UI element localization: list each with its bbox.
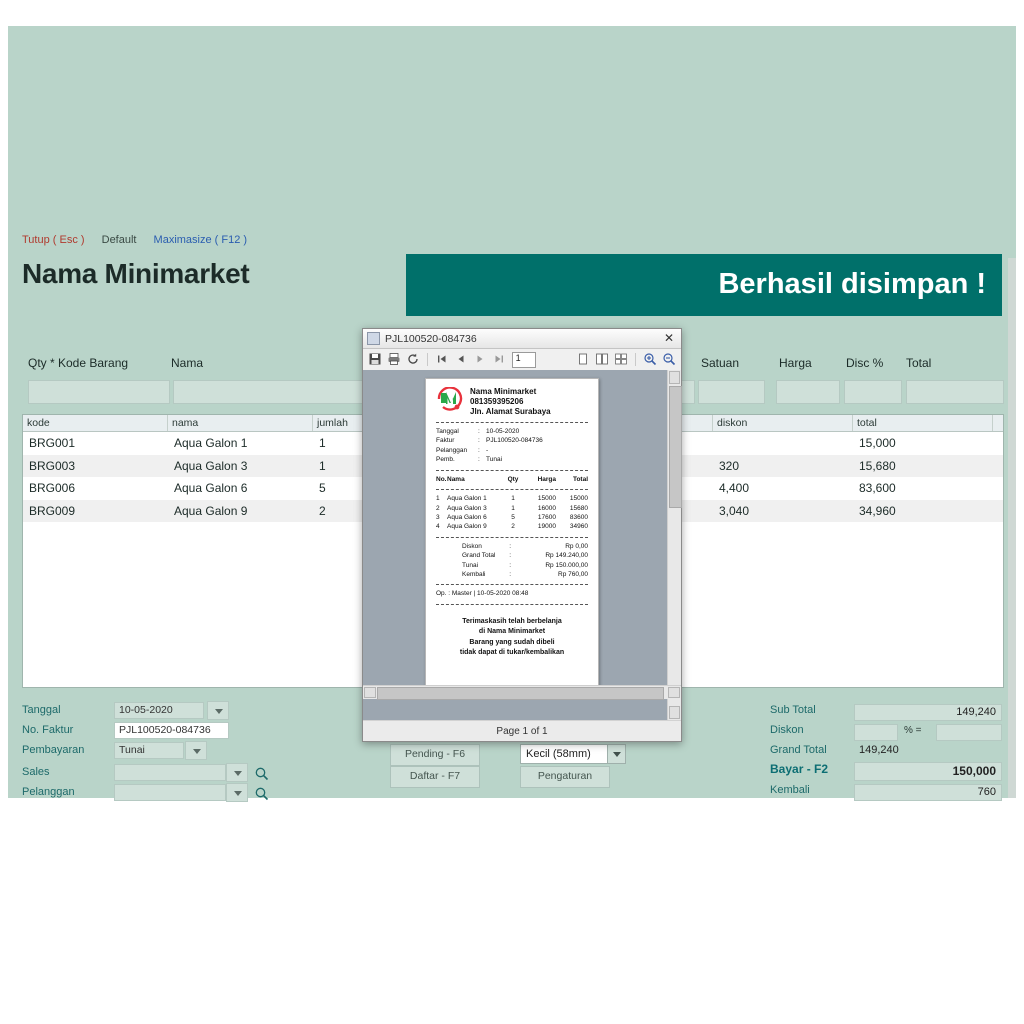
faktur-input[interactable]: PJL100520-084736 bbox=[114, 722, 229, 739]
info-value: 10-05-2020 bbox=[486, 428, 520, 435]
scroll-thumb-horizontal[interactable] bbox=[377, 687, 664, 700]
item-nama: Aqua Galon 3 bbox=[447, 504, 487, 512]
receipt-total-row: Grand Total : Rp 149.240,00 bbox=[462, 552, 588, 560]
receipt-info-row: Faktur : PJL100520-084736 bbox=[436, 437, 543, 445]
pelanggan-label: Pelanggan bbox=[22, 786, 75, 798]
total-input[interactable] bbox=[906, 380, 1004, 404]
grid-col-total: total bbox=[853, 415, 993, 431]
cell-jumlah: 1 bbox=[319, 458, 326, 473]
header-disc: Disc % bbox=[846, 356, 884, 370]
header-satuan: Satuan bbox=[701, 356, 740, 370]
printer-size-value: Kecil (58mm) bbox=[526, 748, 591, 760]
header-nama: Nama bbox=[171, 356, 204, 370]
daftar-button[interactable]: Daftar - F7 bbox=[390, 766, 480, 788]
pembayaran-label: Pembayaran bbox=[22, 744, 85, 756]
info-key: Pemb. bbox=[436, 456, 455, 464]
scroll-up-icon[interactable] bbox=[669, 371, 680, 384]
cell-kode: BRG003 bbox=[29, 458, 76, 473]
cell-kode: BRG006 bbox=[29, 481, 76, 496]
diskon-amount-value bbox=[936, 724, 1002, 741]
receipt-header bbox=[436, 387, 588, 417]
window-top-blank-area bbox=[8, 26, 1016, 226]
success-banner bbox=[406, 254, 1002, 316]
cell-nama: Aqua Galon 3 bbox=[174, 458, 248, 473]
item-no: 4 bbox=[436, 523, 440, 531]
item-nama: Aqua Galon 1 bbox=[447, 495, 487, 503]
row-kembali bbox=[770, 784, 1010, 804]
pengaturan-button[interactable]: Pengaturan bbox=[520, 766, 610, 788]
receipt-total-row: Kembali : Rp 760,00 bbox=[462, 571, 588, 579]
kode-barang-input[interactable] bbox=[28, 380, 170, 404]
receipt-total-row: Tunai : Rp 150.000,00 bbox=[462, 561, 588, 569]
col-total: Total bbox=[572, 475, 588, 483]
item-no: 3 bbox=[436, 513, 440, 521]
receipt-info-row: Pemb. : Tunai bbox=[436, 456, 503, 464]
row-sub-total bbox=[770, 704, 1010, 724]
item-harga: 17600 bbox=[537, 513, 556, 521]
pending-button[interactable]: Pending - F6 bbox=[390, 744, 480, 766]
kembali-label: Kembali bbox=[770, 784, 810, 796]
sales-input[interactable] bbox=[114, 764, 226, 781]
dialog-status-bar bbox=[363, 720, 681, 741]
item-qty: 5 bbox=[511, 513, 515, 521]
grid-col-kode: kode bbox=[23, 415, 168, 431]
cell-nama: Aqua Galon 1 bbox=[174, 436, 248, 451]
item-nama: Aqua Galon 6 bbox=[447, 513, 487, 521]
bayar-label: Bayar - F2 bbox=[770, 762, 829, 776]
total-value: Rp 760,00 bbox=[558, 571, 588, 579]
window-toolbar-links bbox=[22, 234, 261, 246]
scroll-thumb-vertical[interactable] bbox=[669, 386, 682, 508]
pelanggan-dropdown-arrow[interactable] bbox=[226, 783, 248, 802]
store-name: Nama Minimarket bbox=[470, 387, 537, 396]
close-icon[interactable]: ✕ bbox=[663, 331, 675, 345]
cell-jumlah: 5 bbox=[319, 481, 326, 496]
total-key: Kembali bbox=[462, 571, 486, 579]
col-harga: Harga bbox=[537, 475, 556, 483]
preview-canvas bbox=[363, 370, 681, 720]
prev-page-icon[interactable] bbox=[453, 351, 469, 368]
grid-col-jumlah: jumlah bbox=[313, 415, 453, 431]
form-row-pembayaran bbox=[22, 744, 282, 762]
form-row-pelanggan bbox=[22, 786, 282, 804]
sales-label: Sales bbox=[22, 766, 50, 778]
toolbar-separator bbox=[427, 353, 428, 366]
total-key: Tunai bbox=[462, 561, 479, 569]
chevron-down-icon[interactable] bbox=[607, 745, 625, 763]
header-harga: Harga bbox=[779, 356, 812, 370]
print-preview-dialog bbox=[362, 328, 682, 742]
total-key: Grand Total bbox=[462, 552, 496, 560]
pembayaran-dropdown-arrow[interactable] bbox=[185, 741, 207, 760]
dialog-titlebar[interactable] bbox=[363, 329, 681, 349]
total-key: Diskon bbox=[462, 542, 482, 550]
last-page-icon[interactable] bbox=[491, 351, 507, 368]
vertical-scrollbar[interactable] bbox=[1008, 258, 1016, 798]
store-phone: 081359395206 bbox=[470, 397, 524, 406]
item-no: 2 bbox=[436, 504, 440, 512]
store-info bbox=[470, 387, 551, 417]
cell-diskon: 320 bbox=[719, 458, 740, 473]
divider bbox=[436, 470, 588, 471]
info-value: Tunai bbox=[486, 456, 503, 464]
col-qty: Qty bbox=[507, 475, 519, 483]
divider bbox=[436, 584, 588, 585]
search-icon[interactable] bbox=[254, 766, 270, 782]
next-page-icon[interactable] bbox=[472, 351, 488, 368]
zoom-in-icon[interactable] bbox=[642, 351, 658, 368]
row-bayar bbox=[770, 762, 1010, 784]
harga-input[interactable] bbox=[776, 380, 840, 404]
item-harga: 15000 bbox=[537, 495, 556, 503]
pelanggan-input[interactable] bbox=[114, 784, 226, 801]
sales-dropdown-arrow[interactable] bbox=[226, 763, 248, 782]
diskon-percent-label: % = bbox=[904, 725, 922, 736]
dialog-title: PJL100520-084736 bbox=[385, 332, 477, 345]
store-address: Jln. Alamat Surabaya bbox=[470, 407, 551, 416]
page-title: Nama Minimarket bbox=[22, 258, 250, 289]
diskon-input[interactable] bbox=[854, 724, 898, 741]
receipt-total-row: Diskon : Rp 0,00 bbox=[462, 542, 588, 550]
cell-kode: BRG001 bbox=[29, 436, 76, 451]
pembayaran-input[interactable]: Tunai bbox=[114, 742, 184, 759]
cell-nama: Aqua Galon 6 bbox=[174, 481, 248, 496]
preview-vertical-scrollbar[interactable] bbox=[667, 370, 681, 720]
satuan-input[interactable] bbox=[698, 380, 765, 404]
printer-size-select[interactable] bbox=[520, 744, 626, 764]
receipt-info-row: Tanggal : 10-05-2020 bbox=[436, 428, 520, 435]
diskon-label: Diskon bbox=[770, 724, 804, 736]
page-layout-multi-icon[interactable] bbox=[613, 351, 629, 368]
scroll-right-icon[interactable] bbox=[668, 687, 680, 698]
item-qty: 2 bbox=[511, 523, 515, 531]
cell-total: 15,680 bbox=[859, 458, 896, 473]
item-qty: 1 bbox=[511, 504, 515, 512]
default-link[interactable]: Default bbox=[101, 234, 137, 246]
print-icon[interactable] bbox=[386, 351, 402, 368]
col-nama: Nama bbox=[447, 475, 465, 483]
zoom-out-icon[interactable] bbox=[661, 351, 677, 368]
item-total: 34960 bbox=[569, 523, 588, 531]
application-window bbox=[8, 26, 1016, 798]
item-nama: Aqua Galon 9 bbox=[447, 523, 487, 531]
info-key: Tanggal bbox=[436, 428, 459, 435]
receipt-info-row: Pelanggan : - bbox=[436, 446, 489, 454]
save-icon[interactable] bbox=[367, 351, 383, 368]
total-value: Rp 0,00 bbox=[565, 542, 588, 550]
sub-total-value: 149,240 bbox=[854, 704, 1002, 721]
item-harga: 16000 bbox=[537, 504, 556, 512]
total-value: Rp 149.240,00 bbox=[545, 552, 588, 560]
toolbar-separator bbox=[635, 353, 636, 366]
divider bbox=[436, 537, 588, 538]
grand-total-value: 149,240 bbox=[859, 744, 899, 756]
page-layout-single-icon[interactable] bbox=[575, 351, 591, 368]
kembali-value: 760 bbox=[854, 784, 1002, 801]
cell-nama: Aqua Galon 9 bbox=[174, 503, 248, 518]
first-page-icon[interactable] bbox=[434, 351, 450, 368]
receipt-operator: Op. : Master | 10-05-2020 08:48 bbox=[436, 590, 529, 598]
tanggal-dropdown-arrow[interactable] bbox=[207, 701, 229, 720]
divider bbox=[436, 604, 588, 605]
cell-total: 34,960 bbox=[859, 503, 896, 518]
cell-diskon: 4,400 bbox=[719, 481, 750, 496]
item-qty: 1 bbox=[511, 495, 515, 503]
receipt-item-row bbox=[436, 513, 588, 522]
form-row-sales bbox=[22, 766, 282, 784]
form-row-faktur bbox=[22, 724, 282, 742]
header-qty-kode: Qty * Kode Barang bbox=[28, 356, 129, 370]
receipt-item-row bbox=[436, 494, 588, 503]
grid-col-diskon: diskon bbox=[713, 415, 853, 431]
receipt-item-header bbox=[436, 475, 588, 484]
cell-kode: BRG009 bbox=[29, 503, 76, 518]
item-no: 1 bbox=[436, 495, 440, 503]
row-grand-total bbox=[770, 744, 1010, 764]
refresh-icon[interactable] bbox=[405, 351, 421, 368]
page-status-text: Page 1 of 1 bbox=[496, 725, 548, 737]
receipt-content bbox=[426, 379, 598, 667]
page-number-box[interactable] bbox=[510, 351, 527, 368]
item-total: 15000 bbox=[569, 495, 588, 503]
receipt-page bbox=[425, 378, 599, 692]
cell-total: 83,600 bbox=[859, 481, 896, 496]
faktur-label: No. Faktur bbox=[22, 724, 74, 736]
cell-jumlah: 1 bbox=[319, 436, 326, 451]
row-diskon bbox=[770, 724, 1010, 744]
header-total: Total bbox=[906, 356, 932, 370]
footer-line: Terimaskasih telah berbelanja bbox=[462, 617, 562, 625]
cell-total: 15,000 bbox=[859, 436, 896, 451]
form-row-tanggal bbox=[22, 704, 282, 722]
cell-diskon: 3,040 bbox=[719, 503, 750, 518]
info-key: Pelanggan bbox=[436, 446, 468, 454]
cell-jumlah: 2 bbox=[319, 503, 326, 518]
preview-horizontal-scrollbar[interactable] bbox=[363, 685, 681, 699]
receipt-footer bbox=[436, 617, 588, 659]
page-number-value: 1 bbox=[515, 353, 521, 363]
disc-input[interactable] bbox=[844, 380, 902, 404]
success-banner-text: Berhasil disimpan ! bbox=[718, 268, 986, 300]
scroll-left-icon[interactable] bbox=[364, 687, 376, 698]
item-total: 83600 bbox=[569, 513, 588, 521]
item-harga: 19000 bbox=[537, 523, 556, 531]
info-value: - bbox=[486, 446, 489, 454]
divider bbox=[436, 422, 588, 423]
divider bbox=[436, 489, 588, 490]
maximize-link[interactable]: Maximasize ( F12 ) bbox=[153, 234, 248, 246]
search-icon[interactable] bbox=[254, 786, 270, 802]
total-value: Rp 150.000,00 bbox=[545, 561, 588, 569]
footer-line: di Nama Minimarket bbox=[478, 628, 546, 636]
dialog-toolbar bbox=[363, 349, 681, 371]
tanggal-label: Tanggal bbox=[22, 704, 61, 716]
page-layout-double-icon[interactable] bbox=[594, 351, 610, 368]
document-icon bbox=[367, 332, 380, 345]
store-logo-icon bbox=[436, 387, 464, 413]
sub-total-label: Sub Total bbox=[770, 704, 816, 716]
close-link[interactable]: Tutup ( Esc ) bbox=[22, 234, 85, 246]
receipt-item-row bbox=[436, 522, 588, 531]
grand-total-label: Grand Total bbox=[770, 744, 827, 756]
footer-line: tidak dapat di tukar/kembalikan bbox=[459, 649, 565, 657]
receipt-item-row bbox=[436, 504, 588, 513]
grid-col-nama: nama bbox=[168, 415, 313, 431]
tanggal-input[interactable]: 10-05-2020 bbox=[114, 702, 204, 719]
scroll-down-icon[interactable] bbox=[669, 706, 680, 719]
col-no: No. bbox=[436, 475, 447, 483]
item-total: 15680 bbox=[569, 504, 588, 512]
footer-line: Barang yang sudah dibeli bbox=[469, 638, 555, 646]
info-value: PJL100520-084736 bbox=[486, 437, 543, 445]
bayar-input[interactable]: 150,000 bbox=[854, 762, 1002, 781]
info-key: Faktur bbox=[436, 437, 455, 445]
